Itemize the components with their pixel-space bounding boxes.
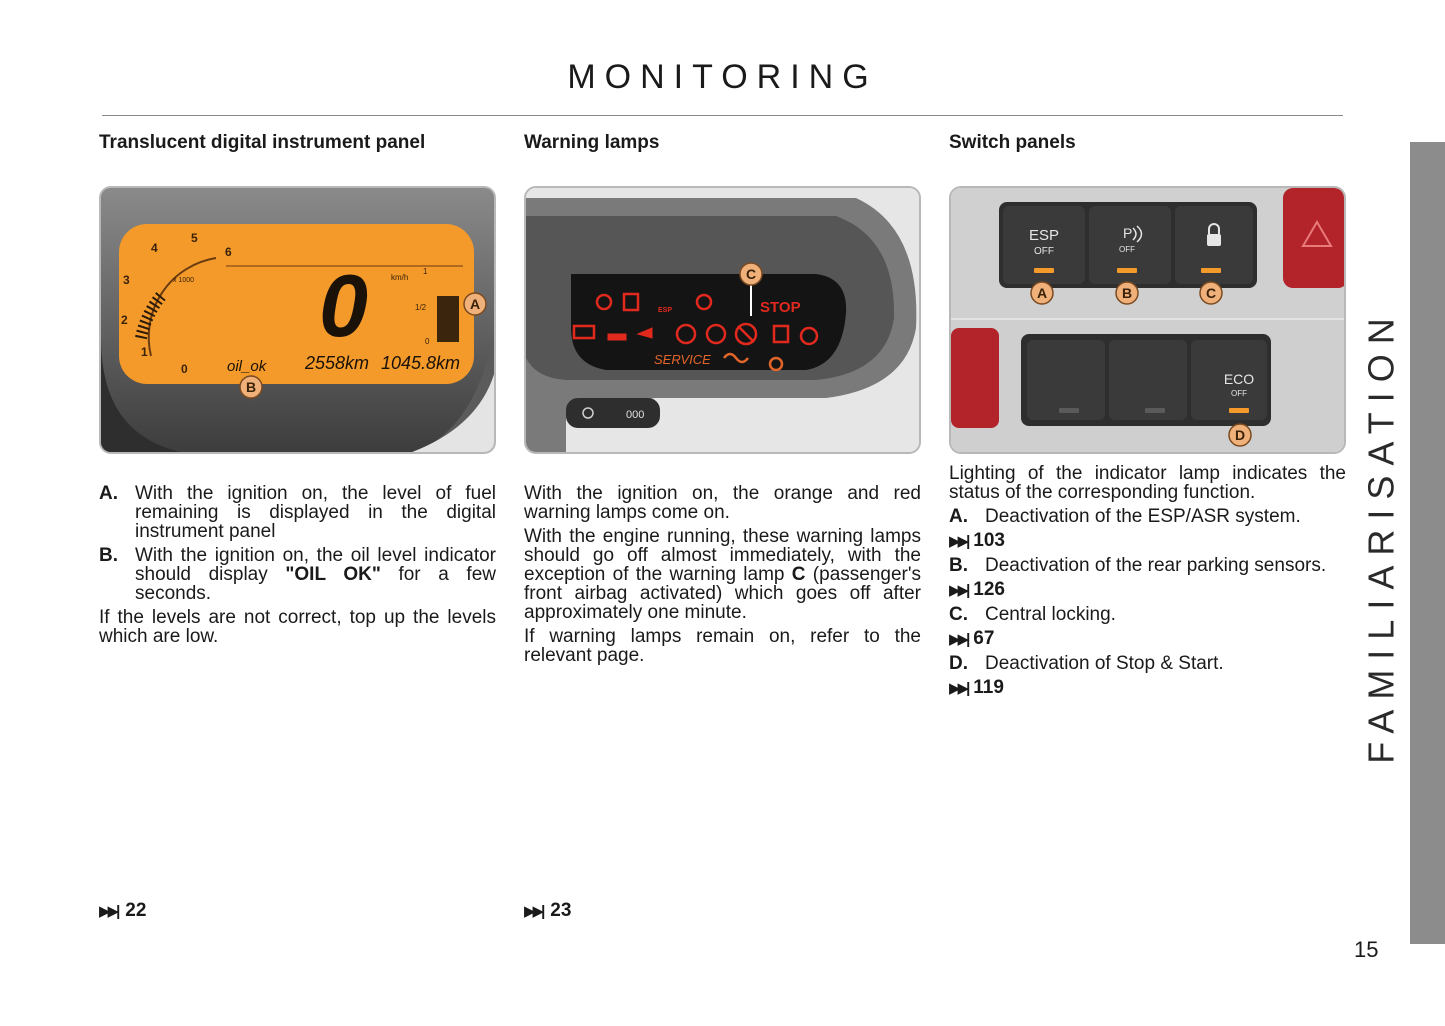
esp-switch-label: ESP — [1028, 227, 1060, 244]
heading-switch-panels: Switch panels — [949, 132, 1076, 153]
switch-panels-illustration — [951, 188, 1346, 454]
footer-ref-22-text: 22 — [125, 900, 147, 921]
switch-ref-d[interactable] — [949, 678, 1346, 698]
footer-ref-23-text: 23 — [550, 900, 572, 921]
page-ref-icon: ▶▶| — [949, 680, 968, 697]
switch-item-c-label: C. — [949, 604, 968, 625]
eco-switch-label: ECO — [1223, 371, 1255, 387]
rpm-tick-4: 4 — [151, 241, 158, 255]
rpm-tick-6: 6 — [225, 245, 232, 259]
switch-item-c — [949, 605, 1346, 624]
instrument-panel-illustration — [101, 188, 496, 454]
page-ref-icon: ▶▶| — [524, 903, 543, 920]
item-a-text: With the ignition on, the level of fuel remaining is displayed in the digital instrument panel — [135, 483, 496, 542]
stop-lamp-text: STOP — [760, 299, 801, 316]
park-switch-label: P — [1123, 225, 1133, 241]
esp-lamp-text: ESP — [658, 307, 673, 314]
switch-ref-a-text: 103 — [973, 530, 1005, 551]
heading-warning-lamps: Warning lamps — [524, 132, 660, 153]
rpm-tick-0: 0 — [181, 362, 188, 376]
switch-ref-c-text: 67 — [973, 628, 995, 649]
switch-ref-a[interactable] — [949, 531, 1346, 551]
switch-item-a — [949, 507, 1346, 526]
instrument-panel-text — [99, 484, 496, 651]
item-b-text-after: for a few seconds. — [135, 564, 496, 604]
lower-switch-panel — [1021, 334, 1271, 426]
warning-paragraph-2-before: With the engine running, these warning lamps should go off almost immediately, with the exception of the warning lamp — [524, 526, 921, 585]
section-tab-bar — [1410, 142, 1445, 944]
warning-paragraph-3: If warning lamps remain on, refer to the relevant page. — [524, 626, 921, 666]
switch-item-b — [949, 556, 1346, 575]
switch-ref-c[interactable] — [949, 629, 1346, 649]
switch-ref-b[interactable] — [949, 580, 1346, 600]
warning-lamps-illustration — [526, 188, 921, 454]
speed-unit: km/h — [391, 273, 409, 282]
switch-ref-b-text: 126 — [973, 579, 1005, 600]
rpm-tick-5: 5 — [191, 231, 198, 245]
instrument-panel-figure — [99, 186, 496, 454]
item-b — [99, 546, 496, 603]
heading-instrument-panel: Translucent digital instrument panel — [99, 132, 426, 153]
warning-paragraph-2-bold: C — [791, 564, 806, 585]
warning-lamps-text — [524, 484, 921, 670]
column-switch-panels — [949, 130, 1346, 698]
warning-paragraph-2 — [524, 527, 921, 622]
switch-panels-figure — [949, 186, 1346, 454]
title-rule — [102, 115, 1343, 116]
service-lamp-text: SERVICE — [654, 352, 711, 367]
trip-text: 2558km — [305, 353, 370, 373]
item-b-label: B. — [99, 545, 118, 566]
switch-item-d-text: Deactivation of Stop & Start. — [985, 653, 1224, 674]
oil-level-text: oil_ok — [227, 358, 267, 375]
column-warning-lamps — [524, 130, 921, 666]
callout-b-label: B — [245, 379, 257, 395]
switch-item-a-label: A. — [949, 506, 968, 527]
switch-item-d-label: D. — [949, 653, 968, 674]
footer-ref-22[interactable] — [99, 900, 146, 922]
switch-item-c-text: Central locking. — [985, 604, 1116, 625]
callout-a-label: A — [469, 296, 481, 312]
fuel-mark-half: 1/2 — [415, 303, 427, 312]
padlock-icon — [1207, 234, 1221, 246]
callout-d-label: D — [1234, 427, 1246, 443]
rpm-tick-2: 2 — [121, 313, 128, 327]
page-ref-icon: ▶▶| — [99, 903, 118, 920]
item-a-label: A. — [99, 483, 118, 504]
column-instrument-panel — [99, 130, 496, 647]
levels-paragraph: If the levels are not correct, top up the levels which are low. — [99, 607, 496, 647]
switch-item-b-label: B. — [949, 555, 968, 576]
callout-b-label: B — [1121, 285, 1133, 301]
switch-item-a-text: Deactivation of the ESP/ASR system. — [985, 506, 1301, 527]
item-b-text-bold: "OIL OK" — [285, 564, 381, 585]
warning-lamps-figure — [524, 186, 921, 454]
section-tab-text: FAMILIARISATION — [1361, 308, 1403, 764]
upper-switch-panel — [999, 202, 1257, 288]
switch-item-b-text: Deactivation of the rear parking sensors. — [985, 555, 1327, 576]
rpm-tick-3: 3 — [123, 273, 130, 287]
callout-a-label: A — [1036, 285, 1048, 301]
rpm-tick-1: 1 — [141, 345, 148, 359]
esp-switch-off: OFF — [1034, 246, 1054, 257]
switch-intro: Lighting of the indicator lamp indicates the status of the corresponding function. — [949, 463, 1346, 503]
page-ref-icon: ▶▶| — [949, 533, 968, 550]
page-title: MONITORING — [567, 58, 878, 96]
speed-digit: 0 — [319, 256, 368, 355]
footer-ref-23[interactable] — [524, 900, 571, 922]
instrument-switch-text: 000 — [626, 409, 645, 421]
page-ref-icon: ▶▶| — [949, 582, 968, 599]
odometer-text: 1045.8km — [381, 353, 461, 373]
page-ref-icon: ▶▶| — [949, 631, 968, 648]
switch-item-d — [949, 654, 1346, 673]
section-tab-label — [1362, 305, 1402, 767]
callout-c-label: C — [1205, 285, 1217, 301]
fuel-mark-full: 1 — [423, 267, 428, 276]
item-a — [99, 484, 496, 541]
eco-switch-off: OFF — [1231, 389, 1247, 398]
park-switch-off: OFF — [1119, 245, 1135, 254]
callout-c-label: C — [745, 266, 757, 282]
warning-paragraph-2-after: (passenger's front airbag activated) which goes off after approximately one minute. — [524, 564, 921, 623]
page-number: 15 — [1354, 937, 1379, 962]
fuel-mark-empty: 0 — [425, 337, 430, 346]
item-b-text-before: With the ignition on, the oil level indicator should display — [135, 545, 496, 585]
switch-ref-d-text: 119 — [973, 677, 1004, 698]
warning-paragraph-1: With the ignition on, the orange and red warning lamps come on. — [524, 483, 921, 523]
switch-panels-text — [949, 464, 1346, 703]
rpm-unit: x 1000 — [173, 277, 195, 284]
